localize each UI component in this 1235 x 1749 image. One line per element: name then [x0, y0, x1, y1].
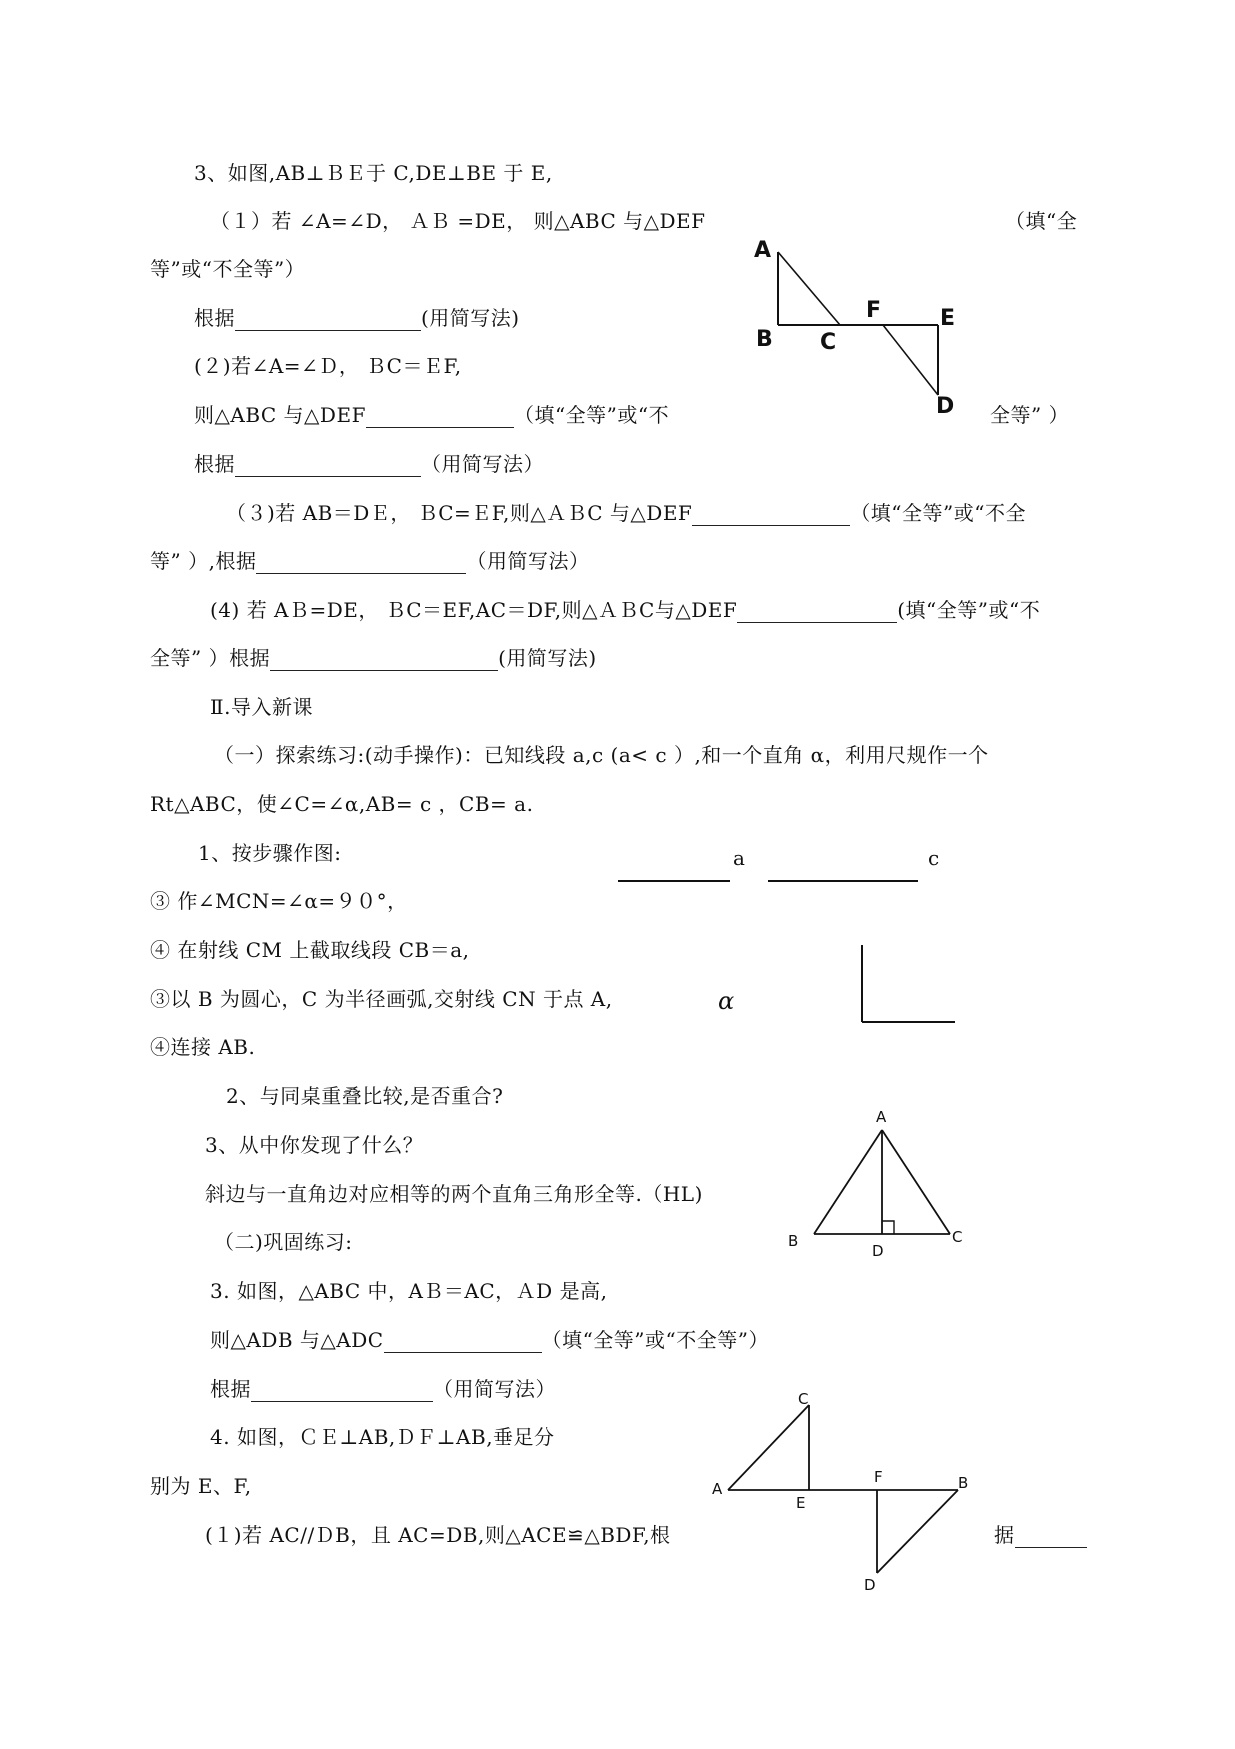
fig2-label-A: A	[876, 1108, 887, 1126]
fig3-label-A: A	[712, 1480, 723, 1498]
fig1-label-F: F	[866, 298, 882, 323]
q3-part4-line1	[210, 597, 1040, 623]
practice-3-text: 则△ADB 与△ADC	[210, 1328, 384, 1352]
practice-4-part1: (１)若 AC//ＤB，且 AC=DB,则△ACE≌△BDF,根	[205, 1523, 671, 1547]
practice-4-line1: 4. 如图，ＣＥ⊥AB,ＤＦ⊥AB,垂足分	[210, 1425, 555, 1449]
fig1-label-B: B	[756, 327, 773, 352]
part4-basis: 全等” ）根据	[150, 646, 271, 670]
step-2: ④ 在射线 CM 上截取线段 CB＝a,	[150, 938, 470, 962]
answer-blank[interactable]	[235, 456, 421, 477]
answer-blank[interactable]	[1015, 1527, 1087, 1548]
step-4: ④连接 AB.	[150, 1035, 256, 1059]
note-abbrev: （用简写法）	[433, 1377, 556, 1401]
note-abbrev: (用简写法)	[498, 646, 597, 670]
step-1: ③ 作∠MCN=∠α=９０°，	[150, 889, 408, 913]
answer-blank[interactable]	[366, 407, 514, 428]
segment-a-line	[618, 880, 730, 882]
label-basis: 据	[994, 1523, 1015, 1547]
practice-3-reason	[210, 1376, 556, 1402]
answer-blank[interactable]	[692, 505, 850, 526]
part3-text: （３)若 AB＝DＥ， ＢC=ＥF,则△ＡＢC 与△DEF	[226, 501, 693, 525]
figure-1-two-triangles	[740, 230, 970, 420]
figure-2-isosceles-triangle	[800, 1120, 970, 1250]
practice-3-fill-note: （填“全等”或“不全等”）	[541, 1328, 769, 1352]
q3-part4-line2	[150, 645, 597, 671]
fig2-label-D: D	[872, 1242, 884, 1260]
answer-blank[interactable]	[256, 553, 466, 574]
right-angle-mark	[882, 1221, 894, 1234]
fig3-label-B: B	[958, 1474, 969, 1492]
q3-part2-line2	[194, 402, 669, 428]
note-abbrev: （用简写法）	[421, 452, 544, 476]
explore-line1: （一）探索练习:(动手操作)：已知线段 a,c (a< c ）,和一个直角 α，利用尺规作一个	[214, 743, 989, 767]
q3-part2-line1: (２)若∠A=∠Ｄ， ＢC＝ＥF,	[194, 354, 462, 378]
section-2-heading: Ⅱ.导入新课	[210, 695, 313, 719]
answer-blank[interactable]	[384, 1332, 542, 1353]
right-angle-alpha-figure	[830, 940, 960, 1030]
segment-AC	[778, 252, 840, 325]
q3-part3-line2	[150, 548, 589, 574]
segment-AC	[728, 1405, 809, 1490]
fig2-label-B: B	[788, 1232, 799, 1250]
part4-fill-note: (填“全等”或“不	[897, 598, 1041, 622]
practice-4-line2: 别为 E、F,	[150, 1474, 252, 1498]
explore-line2: Rt△ABC，使∠C=∠α,AB= c ，CB= a.	[150, 792, 534, 816]
figure-3-two-right-triangles	[700, 1390, 970, 1590]
answer-blank[interactable]	[270, 650, 498, 671]
q3-part1-reason	[194, 305, 520, 331]
fig1-label-C: C	[820, 330, 837, 355]
q3-part2-reason	[194, 451, 544, 477]
step-3: ③以 B 为圆心，C 为半径画弧,交射线 CN 于点 A,	[150, 987, 613, 1011]
label-basis: 根据	[194, 452, 235, 476]
answer-blank[interactable]	[737, 602, 897, 623]
part2-fill-note: （填“全等”或“不	[513, 403, 670, 427]
note-abbrev: （用简写法）	[466, 549, 590, 573]
practice-3-line2	[210, 1327, 769, 1353]
segment-c-label: c	[928, 846, 940, 870]
segment-FD	[883, 325, 938, 395]
fig3-label-D: D	[864, 1576, 876, 1594]
consolidate-heading: （二)巩固练习:	[214, 1230, 353, 1254]
note-abbrev: (用简写法)	[421, 306, 520, 330]
label-basis: 根据	[194, 306, 235, 330]
segment-AC	[882, 1130, 950, 1234]
part4-text: (4) 若 AＢ=DE， ＢC＝EF,AC＝DF,则△ＡＢC与△DEF	[210, 598, 738, 622]
segment-AB	[814, 1130, 882, 1234]
fig3-label-F: F	[874, 1468, 883, 1486]
question-2-compare: 2、与同桌重叠比较,是否重合?	[226, 1084, 504, 1108]
part2-text: 则△ABC 与△DEF	[194, 403, 366, 427]
q3-part1-line1: （１）若 ∠A=∠D， ＡＢ =DE， 则△ABC 与△DEF	[210, 209, 706, 233]
fig2-label-C: C	[952, 1228, 963, 1246]
fig3-label-E: E	[796, 1494, 806, 1512]
question-3-discover: 3、从中你发现了什么？	[205, 1133, 424, 1157]
hl-theorem: 斜边与一直角边对应相等的两个直角三角形全等.（HL)	[205, 1182, 703, 1206]
fig1-label-D: D	[936, 394, 955, 419]
segment-a-label: a	[733, 846, 746, 870]
q3-part1-line2: 等”或“不全等”）	[150, 257, 306, 281]
answer-blank[interactable]	[251, 1381, 433, 1402]
practice-3-line1: 3. 如图，△ABC 中，AＢ＝AC，ＡD 是高,	[210, 1279, 608, 1303]
alpha-symbol: α	[718, 987, 735, 1015]
q3-part1-line1-end: （填“全	[1005, 209, 1078, 233]
segment-c-line	[768, 880, 918, 882]
fig1-label-A: A	[754, 238, 772, 263]
answer-blank[interactable]	[235, 310, 421, 331]
part3-fill-note: （填“全等”或“不全	[850, 501, 1026, 525]
fig3-label-C: C	[798, 1390, 809, 1408]
part3-basis: 等” ）,根据	[150, 549, 257, 573]
q3-part2-line2-end: 全等” ）	[990, 403, 1070, 427]
practice-4-part1-end	[994, 1522, 1087, 1548]
segment-DB	[877, 1490, 958, 1573]
fig1-label-E: E	[940, 306, 956, 331]
label-basis: 根据	[210, 1377, 251, 1401]
q3-title: 3、如图,AB⊥ＢＥ于 C,DE⊥BE 于 E,	[194, 161, 553, 185]
q3-part3-line1	[226, 500, 1026, 526]
steps-title: 1、按步骤作图:	[198, 841, 342, 865]
